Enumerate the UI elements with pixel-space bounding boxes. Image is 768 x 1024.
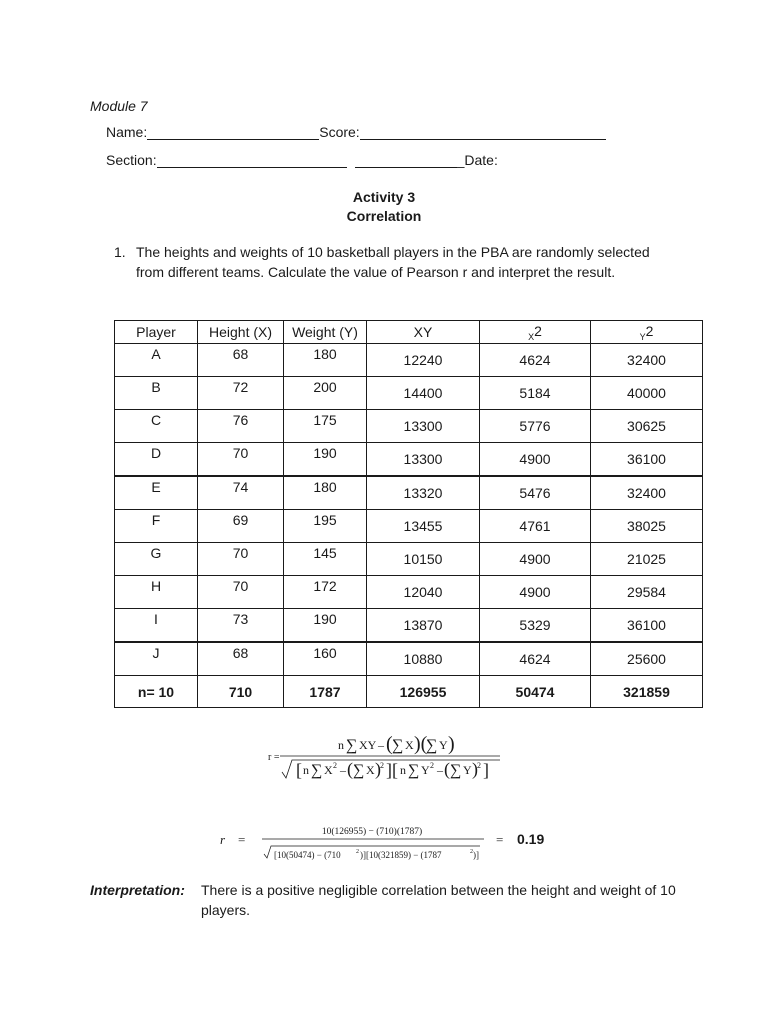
svg-text:(: ( [386,733,393,755]
table-row [115,609,703,643]
cell-x-squared: 4900 [480,443,591,477]
table-header-row [115,321,703,344]
table-row [115,410,703,443]
cell-y-squared: 32400 [591,476,703,510]
svg-text:n: n [303,763,309,777]
svg-text:∑: ∑ [450,762,462,779]
cell-weight: 160 [284,642,367,676]
activity-title [0,188,768,226]
interpretation-text: There is a positive negligible correlation between the height and weight of 10 players. [201,882,676,918]
cell-weight: 180 [284,344,367,377]
cell-x-squared: 4900 [480,543,591,576]
calc-equals-2: = [496,832,504,847]
cell-height: 69 [198,510,284,543]
cell-player: B [115,377,198,410]
name-label: Name: [106,124,148,140]
cell-x-squared: 4624 [480,344,591,377]
cell-player: I [115,609,198,643]
calc-denominator [274,849,479,860]
total-cell-y-squared: 321859 [591,676,703,708]
cell-player: A [115,344,198,377]
cell-xy: 10880 [367,642,480,676]
svg-text:)(: )( [414,733,428,755]
svg-text:∑: ∑ [426,737,438,754]
section-date-line [106,152,498,168]
cell-player: H [115,576,198,609]
svg-text:∑: ∑ [311,762,323,779]
question-text: The heights and weights of 10 basketball players in the PBA are randomly selected from different teams. Calculate the value of Pearson r and interpret the result. [136,244,650,280]
header-y-squared: $_Y$2 [591,321,703,344]
svg-text:2: 2 [430,761,434,770]
score-blank[interactable] [360,125,606,140]
svg-text:(: ( [347,759,353,779]
cell-height: 74 [198,476,284,510]
header-weight: Weight (Y) [284,321,367,344]
cell-height: 68 [198,642,284,676]
svg-text:–: – [437,763,443,777]
svg-text:∑: ∑ [353,762,365,779]
cell-y-squared: 36100 [591,443,703,477]
cell-player: F [115,510,198,543]
score-label: Score: [319,124,360,140]
cell-y-squared: 30625 [591,410,703,443]
cell-y-squared: 40000 [591,377,703,410]
cell-x-squared: 4761 [480,510,591,543]
total-cell-x-squared: 50474 [480,676,591,708]
svg-text:): ) [375,759,381,779]
cell-xy: 13320 [367,476,480,510]
cell-x-squared: 4900 [480,576,591,609]
header-xy: XY [367,321,480,344]
cell-xy: 14400 [367,377,480,410]
svg-text:): ) [448,733,455,755]
cell-weight: 195 [284,510,367,543]
svg-text:(: ( [444,759,450,779]
cell-y-squared: 36100 [591,609,703,643]
svg-text:–: – [340,763,346,777]
cell-xy: 12040 [367,576,480,609]
cell-weight: 190 [284,609,367,643]
total-cell-player: n= 10 [115,676,198,708]
svg-text:–: – [378,738,384,752]
section-blank[interactable] [157,153,347,168]
svg-text:): ) [472,759,478,779]
svg-text:X: X [405,738,414,752]
calculation [218,820,558,868]
total-cell-height: 710 [198,676,284,708]
data-table [114,320,703,708]
cell-y-squared: 32400 [591,344,703,377]
svg-text:2: 2 [477,761,481,770]
svg-text:)]: )] [473,850,479,860]
cell-height: 68 [198,344,284,377]
cell-player: G [115,543,198,576]
cell-height: 72 [198,377,284,410]
svg-text:Y: Y [463,763,472,777]
cell-height: 76 [198,410,284,443]
total-cell-xy: 126955 [367,676,480,708]
cell-weight: 200 [284,377,367,410]
cell-weight: 190 [284,443,367,477]
cell-x-squared: 5184 [480,377,591,410]
cell-x-squared: 4624 [480,642,591,676]
cell-x-squared: 5776 [480,410,591,443]
svg-text:∑: ∑ [392,737,404,754]
table-row [115,377,703,410]
svg-text:XY: XY [359,738,377,752]
name-blank[interactable] [147,125,319,140]
table-row [115,642,703,676]
table-row [115,576,703,609]
cell-xy: 12240 [367,344,480,377]
activity-title-line2: Correlation [346,208,422,224]
table-row [115,443,703,477]
table-row [115,543,703,576]
cell-y-squared: 25600 [591,642,703,676]
header-height: Height (X) [198,321,284,344]
svg-text:2: 2 [470,849,473,855]
cell-y-squared: 21025 [591,543,703,576]
cell-xy: 13300 [367,443,480,477]
table-row [115,510,703,543]
cell-height: 70 [198,543,284,576]
date-label: _Date: [456,152,498,168]
cell-weight: 180 [284,476,367,510]
svg-text:2: 2 [333,761,337,770]
formula-denominator [296,759,489,780]
cell-y-squared: 29584 [591,576,703,609]
svg-text:)][10(321859) − (1787: )][10(321859) − (1787 [360,850,442,860]
section-label: Section: [106,152,157,168]
cell-weight: 145 [284,543,367,576]
pearson-formula [268,728,508,792]
name-score-line [106,124,606,140]
cell-x-squared: 5329 [480,609,591,643]
cell-xy: 10150 [367,543,480,576]
formula-numerator [338,733,455,755]
header-player: Player [115,321,198,344]
svg-text:∑: ∑ [408,762,420,779]
svg-text:[: [ [296,760,302,780]
svg-text:2: 2 [380,761,384,770]
svg-text:][: ][ [386,760,398,780]
cell-weight: 175 [284,410,367,443]
cell-height: 70 [198,576,284,609]
svg-text:∑: ∑ [346,737,358,754]
total-cell-weight: 1787 [284,676,367,708]
table-row [115,476,703,510]
cell-player: D [115,443,198,477]
module-label: Module 7 [90,98,148,114]
cell-xy: 13300 [367,410,480,443]
cell-player: J [115,642,198,676]
cell-height: 70 [198,443,284,477]
formula-r-label: r = [268,752,280,763]
cell-xy: 13870 [367,609,480,643]
table-row [115,344,703,377]
cell-x-squared: 5476 [480,476,591,510]
svg-text:2: 2 [356,849,359,855]
section-blank-2[interactable] [355,153,457,168]
svg-text:[10(50474) − (710: [10(50474) − (710 [274,850,341,860]
header-x-squared: $_X$2 [480,321,591,344]
cell-weight: 172 [284,576,367,609]
svg-text:X: X [366,763,375,777]
totals-row [115,676,703,708]
calc-result: 0.19 [517,831,545,847]
svg-text:Y: Y [421,763,430,777]
cell-xy: 13455 [367,510,480,543]
cell-player: C [115,410,198,443]
calc-numerator: 10(126955) − (710)(1787) [321,827,423,837]
cell-y-squared: 38025 [591,510,703,543]
calc-equals-1: = [238,832,246,847]
svg-text:n: n [400,763,406,777]
question-number: 1. [114,244,126,260]
cell-player: E [115,476,198,510]
svg-text:Y: Y [439,738,448,752]
svg-text:n: n [338,738,344,752]
cell-height: 73 [198,609,284,643]
interpretation-label: Interpretation: [90,882,185,898]
svg-text:]: ] [483,760,489,780]
activity-title-line1: Activity 3 [352,189,416,205]
svg-text:X: X [324,763,333,777]
calc-r: r [220,832,226,847]
